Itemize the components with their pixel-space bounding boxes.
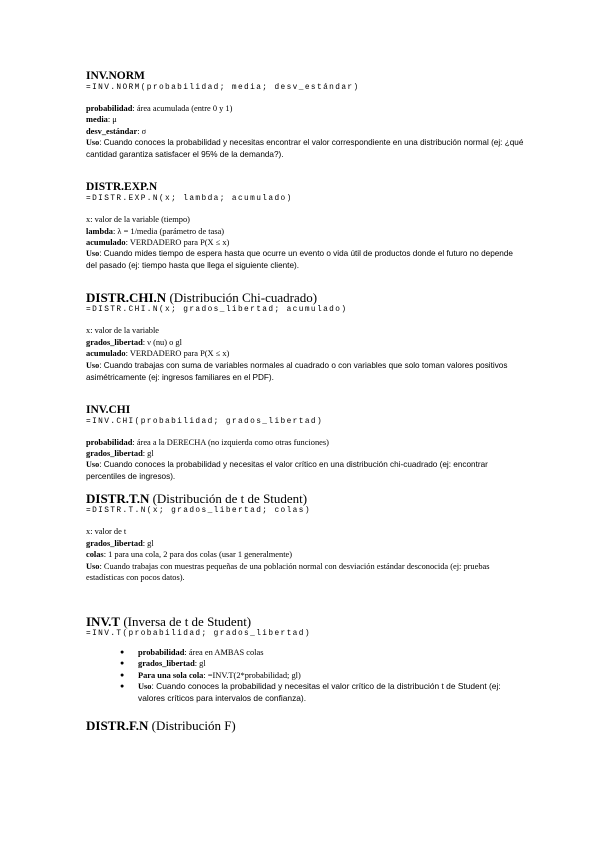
list-item [138, 658, 526, 670]
section-title: DISTR.EXP.N [86, 181, 158, 194]
param-text: : área acumulada (entre 0 y 1) [132, 104, 233, 113]
document-page [86, 70, 526, 733]
param-label: probabilidad [86, 437, 133, 447]
item-text: : =INV.T(2*probabilidad; gl) [203, 670, 301, 680]
usage-note [86, 360, 526, 384]
usage-note [86, 561, 526, 584]
param-label: colas [86, 550, 104, 560]
distr-f-section [86, 718, 526, 733]
param-line [86, 126, 526, 137]
title-subtitle: (Distribución Chi-cuadrado) [166, 290, 318, 306]
title-subtitle: (Distribución de t de Student) [149, 491, 308, 507]
param-line [86, 237, 526, 248]
function-syntax: =DISTR.EXP.N(x; lambda; acumulado) [86, 195, 293, 204]
param-line [86, 538, 526, 549]
function-syntax: =INV.NORM(probabilidad; media; desv_estándar) [86, 84, 360, 92]
usage-label: Uso [86, 460, 100, 470]
param-label: grados_libertad [86, 449, 143, 459]
param-text: : VERDADERO para P(X ≤ x) [125, 349, 230, 359]
item-text: : gl [194, 659, 206, 669]
inv-norm-section [86, 70, 526, 161]
param-label: acumulado [86, 349, 126, 359]
param-line [86, 114, 526, 125]
param-line: x: valor de t [86, 527, 127, 537]
item-text: : Cuando conoces la probabilidad y necesitas el valor crítico de la distribución t de Student (ej: valores críticos para intervalos de confianza). [138, 681, 501, 703]
list-item [138, 647, 526, 659]
param-text: : área a la DERECHA (no izquierda como otras funciones) [132, 437, 329, 447]
section-title [86, 614, 526, 629]
list-item [138, 670, 526, 682]
param-text: : 1 para una cola, 2 para dos colas (usar 1 generalmente) [103, 550, 293, 560]
param-text: : μ [107, 115, 117, 125]
param-text: : ν (nu) o gl [142, 337, 182, 347]
param-label: desv_estándar [86, 126, 138, 136]
inv-t-section [86, 614, 526, 705]
usage-text: : Cuando mides tiempo de espera hasta que ocurre un evento o vida útil de productos donde el futuro no depende del pasado (ej: tiempo hasta que llega el siguiente cliente). [86, 249, 513, 271]
param-line: x: valor de la variable (tiempo) [86, 215, 190, 225]
distr-chi-section [86, 290, 526, 383]
item-label: grados_libertad [138, 659, 195, 669]
usage-note [86, 459, 526, 483]
param-label: probabilidad [86, 104, 133, 113]
inv-chi-section [86, 404, 526, 484]
item-text: : área en AMBAS colas [184, 647, 264, 657]
function-syntax: =DISTR.CHI.N(x; grados_libertad; acumulado) [86, 306, 348, 315]
section-title [86, 491, 526, 506]
param-line [86, 337, 526, 348]
usage-label: Uso [86, 360, 100, 370]
param-label: acumulado [86, 238, 126, 248]
bullet-list [86, 647, 526, 705]
param-label: media [86, 115, 108, 125]
list-item [138, 681, 526, 704]
section-title: INV.NORM [86, 70, 145, 82]
usage-note [86, 248, 526, 272]
param-label: grados_libertad [86, 337, 143, 347]
function-syntax: =DISTR.T.N(x; grados_libertad; colas) [86, 507, 311, 516]
function-syntax: =INV.CHI(probabilidad; grados_libertad) [86, 417, 324, 426]
function-syntax: =INV.T(probabilidad; grados_libertad) [86, 629, 311, 638]
title-name: DISTR.T.N [86, 491, 150, 507]
param-line [86, 549, 526, 560]
section-title [86, 290, 526, 305]
param-text: : gl [142, 538, 154, 548]
section-title [86, 718, 526, 733]
param-text: : gl [142, 449, 154, 459]
usage-text: : Cuando trabajas con muestras pequeñas de una población normal con desviación estándar desconocida (ej: pruebas estadísticas con pocos datos). [86, 561, 490, 583]
item-label: Para una sola cola [138, 670, 204, 680]
param-line [86, 226, 526, 237]
param-label: grados_libertad [86, 538, 143, 548]
param-line [86, 348, 526, 359]
usage-text: : Cuando conoces la probabilidad y necesitas encontrar el valor correspondiente en una distribución normal (ej: ¿qué cantidad garantiza satisfacer el 95% de la demanda?). [86, 138, 524, 160]
title-name: DISTR.F.N [86, 718, 149, 734]
param-text: : λ = 1/media (parámetro de tasa) [113, 226, 225, 236]
title-name: INV.T [86, 613, 121, 629]
title-subtitle: (Distribución F) [148, 718, 236, 734]
param-text: : VERDADERO para P(X ≤ x) [125, 238, 230, 248]
usage-text: : Cuando conoces la probabilidad y necesitas el valor crítico en una distribución chi-cuadrado (ej: encontrar percentiles de ingresos). [86, 460, 488, 482]
param-text: : σ [137, 126, 147, 136]
title-subtitle: (Inversa de t de Student) [120, 613, 252, 629]
param-label: lambda [86, 226, 113, 236]
param-line [86, 103, 526, 114]
usage-note [86, 137, 526, 161]
distr-exp-section [86, 181, 526, 272]
usage-label: Uso [86, 138, 100, 148]
usage-label: Uso [86, 561, 100, 571]
usage-text: : Cuando trabajas con suma de variables normales al cuadrado o con variables que solo toman valores positivos asimétricamente (ej: ingresos familiares en el PDF). [86, 360, 508, 382]
param-line [86, 437, 526, 448]
item-label: probabilidad [138, 647, 185, 657]
param-line [86, 448, 526, 459]
param-line: x: valor de la variable [86, 326, 160, 336]
title-name: DISTR.CHI.N [86, 290, 167, 306]
section-title: INV.CHI [86, 403, 131, 416]
item-label: Uso [138, 682, 152, 692]
usage-label: Uso [86, 249, 100, 259]
distr-t-section [86, 491, 526, 583]
